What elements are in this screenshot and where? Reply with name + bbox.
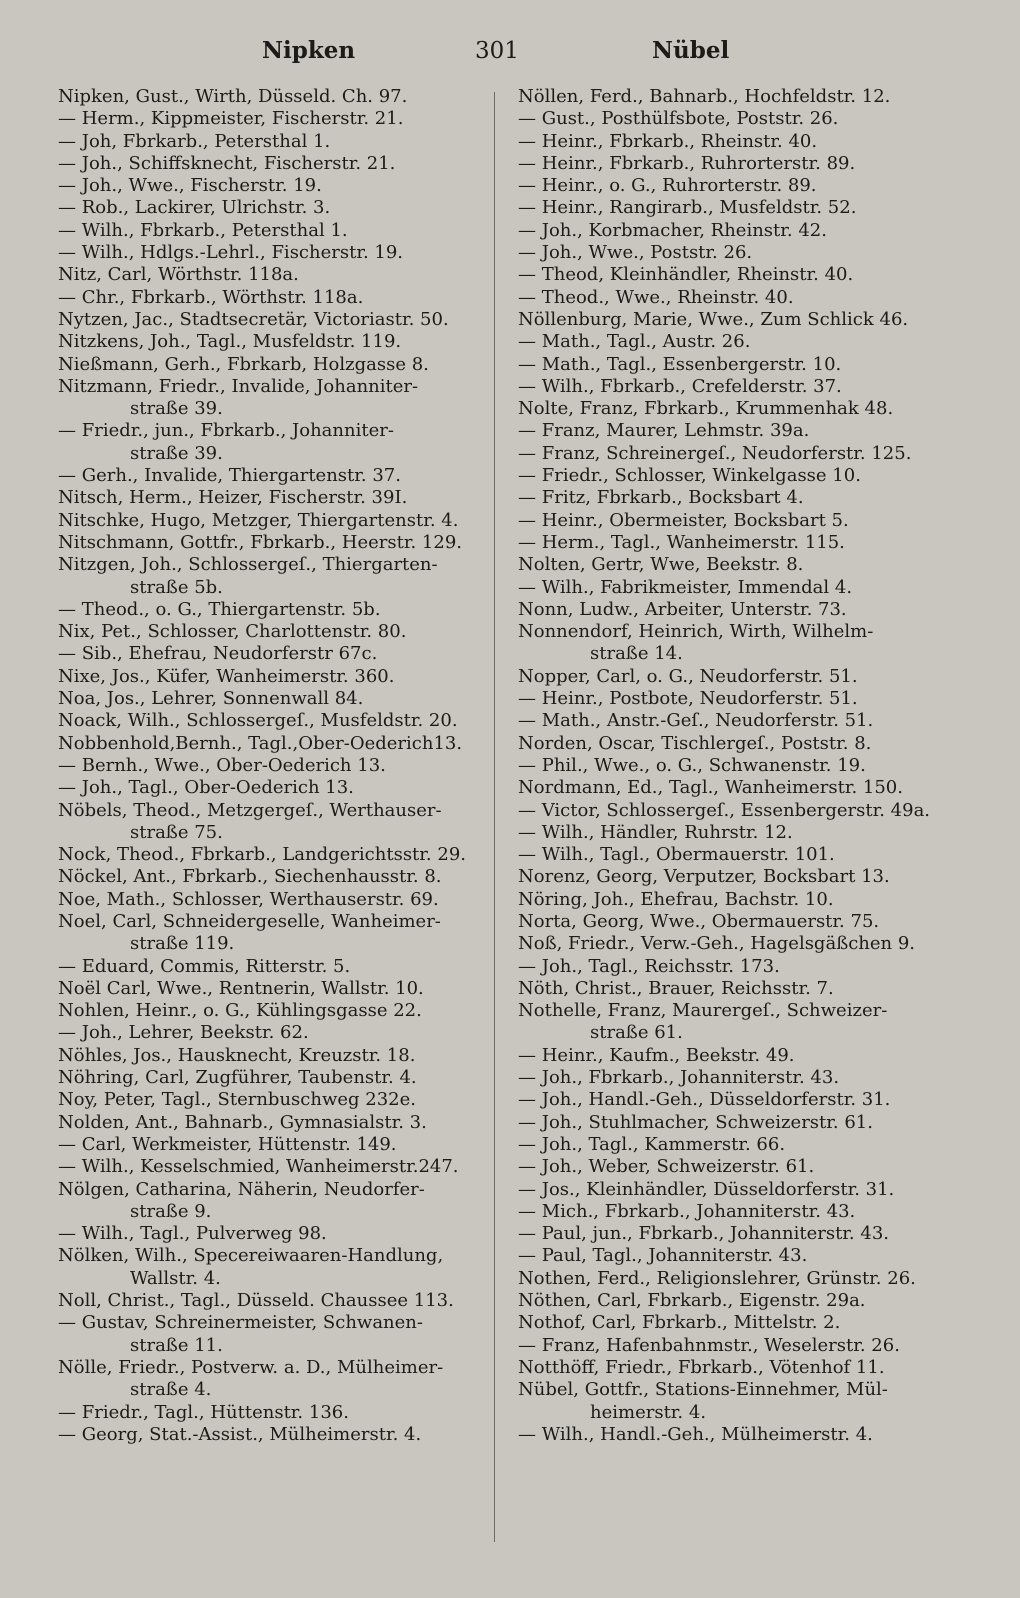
directory-entry-line: Norenz, Georg, Verputzer, Bocksbart 13. <box>518 866 890 888</box>
directory-entry-line: Nöthen, Carl, Fbrkarb., Eigenstr. 29a. <box>518 1290 866 1312</box>
directory-entry-line: — Joh., Tagl., Reichsstr. 173. <box>518 955 780 977</box>
header-right-keyword: Nübel <box>652 37 730 64</box>
directory-entry-line: — Theod., Wwe., Rheinstr. 40. <box>518 286 794 308</box>
directory-entry-line: Nöbels, Theod., Metzgergeſ., Werthauser- <box>58 799 442 821</box>
directory-entry-line: Noß, Friedr., Verw.-Geh., Hagelsgäßchen 9. <box>518 933 916 955</box>
right-column <box>518 86 956 1446</box>
directory-entry-line: Nopper, Carl, o. G., Neudorferstr. 51. <box>518 665 858 687</box>
directory-entry-line: Nixe, Jos., Küfer, Wanheimerstr. 360. <box>58 665 395 687</box>
directory-entry-line: — Mich., Fbrkarb., Johanniterstr. 43. <box>518 1200 856 1222</box>
directory-entry-line: straße 14. <box>590 643 683 665</box>
directory-entry-line: — Joh., Stuhlmacher, Schweizerstr. 61. <box>518 1111 873 1133</box>
directory-entry-line: — Joh., Tagl., Ober-Oederich 13. <box>58 777 354 799</box>
directory-entry-line: — Wilh., Kesselschmied, Wanheimerstr.247. <box>58 1156 459 1178</box>
directory-entry-line: straße 9. <box>130 1200 212 1222</box>
directory-entry-line: — Wilh., Händler, Ruhrstr. 12. <box>518 821 793 843</box>
directory-entry-line: — Friedr., Schlosser, Winkelgasse 10. <box>518 465 861 487</box>
directory-entry-line: Nöllen, Ferd., Bahnarb., Hochfeldstr. 12. <box>518 86 891 107</box>
directory-entry-line: — Chr., Fbrkarb., Wörthstr. 118a. <box>58 286 364 308</box>
directory-entry-line: Nonn, Ludw., Arbeiter, Unterstr. 73. <box>518 598 847 620</box>
directory-entry-line: Nohlen, Heinr., o. G., Kühlingsgasse 22. <box>58 1000 422 1022</box>
directory-entry-line: — Joh., Handl.-Geh., Düsseldorferstr. 31. <box>518 1089 891 1111</box>
directory-entry-line: — Heinr., Obermeister, Bocksbart 5. <box>518 509 849 531</box>
directory-entry-line: — Fritz, Fbrkarb., Bocksbart 4. <box>518 487 804 509</box>
directory-entry-line: Nitsch, Herm., Heizer, Fischerstr. 39I. <box>58 487 408 509</box>
directory-entry-line: Nipken, Gust., Wirth, Düsseld. Ch. 97. <box>58 86 408 107</box>
directory-entry-line: Nöllenburg, Marie, Wwe., Zum Schlick 46. <box>518 308 909 330</box>
directory-entry-line: — Joh., Lehrer, Beekstr. 62. <box>58 1022 309 1044</box>
directory-entry-line: — Jos., Kleinhändler, Düsseldorferstr. 31. <box>518 1178 895 1200</box>
directory-entry-line: Noel, Carl, Schneidergeselle, Wanheimer- <box>58 910 441 932</box>
directory-entry-line: Nitzmann, Friedr., Invalide, Johanniter- <box>58 375 419 397</box>
directory-entry-line: Nöring, Joh., Ehefrau, Bachstr. 10. <box>518 888 834 910</box>
directory-entry-line: — Math., Tagl., Austr. 26. <box>518 331 751 353</box>
directory-entry-line: — Friedr., jun., Fbrkarb., Johanniter- <box>58 420 394 442</box>
directory-entry-line: — Wilh., Fbrkarb., Crefelderstr. 37. <box>518 375 842 397</box>
directory-entry-line: — Joh., Weber, Schweizerstr. 61. <box>518 1156 815 1178</box>
directory-entry-line: — Theod, Kleinhändler, Rheinstr. 40. <box>518 264 854 286</box>
directory-entry-line: Nöhles, Jos., Hausknecht, Kreuzstr. 18. <box>58 1044 416 1066</box>
directory-entry-line: — Herm., Tagl., Wanheimerstr. 115. <box>518 531 845 553</box>
directory-entry-line: Wallstr. 4. <box>130 1267 221 1289</box>
directory-entry-line: Nordmann, Ed., Tagl., Wanheimerstr. 150. <box>518 777 903 799</box>
directory-entry-line: straße 75. <box>130 821 223 843</box>
directory-entry-line: — Joh, Fbrkarb., Petersthal 1. <box>58 130 331 152</box>
directory-entry-line: Nothof, Carl, Fbrkarb., Mittelstr. 2. <box>518 1312 841 1334</box>
directory-entry-line: — Joh., Fbrkarb., Johanniterstr. 43. <box>518 1067 840 1089</box>
directory-entry-line: straße 119. <box>130 933 235 955</box>
directory-entry-line: — Georg, Stat.-Assist., Mülheimerstr. 4. <box>58 1423 422 1445</box>
directory-entry-line: — Wilh., Fbrkarb., Petersthal 1. <box>58 219 348 241</box>
directory-entry-line: — Joh., Korbmacher, Rheinstr. 42. <box>518 219 827 241</box>
directory-entry-line: — Carl, Werkmeister, Hüttenstr. 149. <box>58 1133 397 1155</box>
directory-entry-line: — Joh., Tagl., Kammerstr. 66. <box>518 1133 786 1155</box>
directory-entry-line: Noe, Math., Schlosser, Werthauserstr. 69. <box>58 888 439 910</box>
directory-entry-line: Nothen, Ferd., Religionslehrer, Grünstr. 26. <box>518 1267 916 1289</box>
directory-entry-line: Nonnendorf, Heinrich, Wirth, Wilhelm- <box>518 621 874 643</box>
directory-entry-line: — Paul, Tagl., Johanniterstr. 43. <box>518 1245 808 1267</box>
directory-entry-line: Nytzen, Jac., Stadtsecretär, Victoriastr. 50. <box>58 308 449 330</box>
directory-entry-line: straße 5b. <box>130 576 223 598</box>
directory-entry-line: Noa, Jos., Lehrer, Sonnenwall 84. <box>58 688 364 710</box>
directory-entry-line: — Wilh., Tagl., Obermauerstr. 101. <box>518 844 835 866</box>
directory-entry-line: Nöhring, Carl, Zugführer, Taubenstr. 4. <box>58 1067 417 1089</box>
directory-entry-line: — Heinr., o. G., Ruhrorterstr. 89. <box>518 175 817 197</box>
directory-entry-line: — Eduard, Commis, Ritterstr. 5. <box>58 955 351 977</box>
directory-entry-line: Noël Carl, Wwe., Rentnerin, Wallstr. 10. <box>58 977 424 999</box>
directory-entry-line: Noll, Christ., Tagl., Düsseld. Chaussee 113. <box>58 1290 454 1312</box>
directory-entry-line: — Math., Anstr.-Geſ., Neudorferstr. 51. <box>518 710 874 732</box>
directory-entry-line: Nitschmann, Gottfr., Fbrkarb., Heerstr. 129. <box>58 531 462 553</box>
directory-entry-line: — Joh., Schiffsknecht, Fischerstr. 21. <box>58 152 396 174</box>
directory-entry-line: Nießmann, Gerh., Fbrkarb, Holzgasse 8. <box>58 353 429 375</box>
directory-entry-line: Notthöff, Friedr., Fbrkarb., Vötenhof 11. <box>518 1356 885 1378</box>
directory-entry-line: — Bernh., Wwe., Ober-Oederich 13. <box>58 754 386 776</box>
directory-entry-line: Norta, Georg, Wwe., Obermauerstr. 75. <box>518 910 880 932</box>
directory-entry-line: straße 11. <box>130 1334 223 1356</box>
directory-entry-line: Nübel, Gottfr., Stations-Einnehmer, Mül- <box>518 1379 888 1401</box>
directory-entry-line: Nölken, Wilh., Specereiwaaren-Handlung, <box>58 1245 444 1267</box>
directory-entry-line: — Heinr., Kaufm., Beekstr. 49. <box>518 1044 795 1066</box>
directory-entry-line: — Gust., Posthülfsbote, Poststr. 26. <box>518 108 839 130</box>
header-left-keyword: Nipken <box>262 37 356 64</box>
directory-entry-line: — Heinr., Fbrkarb., Rheinstr. 40. <box>518 130 818 152</box>
directory-entry-line: — Wilh., Tagl., Pulverweg 98. <box>58 1223 327 1245</box>
directory-entry-line: — Heinr., Postbote, Neudorferstr. 51. <box>518 688 858 710</box>
left-column <box>58 86 488 1446</box>
directory-entry-line: straße 4. <box>130 1379 212 1401</box>
directory-entry-line: — Heinr., Fbrkarb., Ruhrorterstr. 89. <box>518 152 856 174</box>
directory-entry-line: Nöth, Christ., Brauer, Reichsstr. 7. <box>518 977 834 999</box>
directory-entry-line: Nolden, Ant., Bahnarb., Gymnasialstr. 3. <box>58 1111 427 1133</box>
directory-entry-line: Nitzgen, Joh., Schlossergeſ., Thiergarten- <box>58 554 438 576</box>
directory-entry-line: — Theod., o. G., Thiergartenstr. 5b. <box>58 598 381 620</box>
directory-entry-line: Nitzkens, Joh., Tagl., Musfeldstr. 119. <box>58 331 402 353</box>
directory-entry-line: — Wilh., Hdlgs.-Lehrl., Fischerstr. 19. <box>58 242 404 264</box>
directory-entry-line: Nolte, Franz, Fbrkarb., Krummenhak 48. <box>518 398 894 420</box>
directory-entry-line: — Joh., Wwe., Poststr. 26. <box>518 242 753 264</box>
page-number: 301 <box>475 38 519 64</box>
directory-entry-line: — Herm., Kippmeister, Fischerstr. 21. <box>58 108 404 130</box>
column-divider <box>494 92 495 1542</box>
directory-entry-line: heimerstr. 4. <box>590 1401 707 1423</box>
directory-entry-line: — Wilh., Fabrikmeister, Immendal 4. <box>518 576 853 598</box>
directory-entry-line: — Heinr., Rangirarb., Musfeldstr. 52. <box>518 197 857 219</box>
directory-entry-line: — Math., Tagl., Essenbergerstr. 10. <box>518 353 842 375</box>
directory-entry-line: Nitz, Carl, Wörthstr. 118a. <box>58 264 299 286</box>
directory-entry-line: — Franz, Schreinergeſ., Neudorferstr. 125. <box>518 442 912 464</box>
directory-entry-line: Noack, Wilh., Schlossergeſ., Musfeldstr. 20. <box>58 710 458 732</box>
directory-entry-line: straße 39. <box>130 442 223 464</box>
directory-entry-line: — Gerh., Invalide, Thiergartenstr. 37. <box>58 465 401 487</box>
directory-entry-line: Nöckel, Ant., Fbrkarb., Siechenhausstr. 8. <box>58 866 442 888</box>
directory-entry-line: Nix, Pet., Schlosser, Charlottenstr. 80. <box>58 621 407 643</box>
directory-entry-line: Nitschke, Hugo, Metzger, Thiergartenstr. 4. <box>58 509 459 531</box>
directory-entry-line: — Victor, Schlossergeſ., Essenbergerstr. 49a. <box>518 799 931 821</box>
directory-entry-line: straße 39. <box>130 398 223 420</box>
directory-entry-line: Nobbenhold,Bernh., Tagl.,Ober-Oederich13. <box>58 732 463 754</box>
directory-entry-line: — Franz, Hafenbahnmstr., Weselerstr. 26. <box>518 1334 900 1356</box>
directory-entry-line: — Friedr., Tagl., Hüttenstr. 136. <box>58 1401 349 1423</box>
directory-entry-line: — Sib., Ehefrau, Neudorferstr 67c. <box>58 643 378 665</box>
directory-entry-line: — Wilh., Handl.-Geh., Mülheimerstr. 4. <box>518 1423 873 1445</box>
page-header <box>0 34 1020 68</box>
directory-entry-line: Nock, Theod., Fbrkarb., Landgerichtsstr. 29. <box>58 844 466 866</box>
directory-entry-line: — Phil., Wwe., o. G., Schwanenstr. 19. <box>518 754 866 776</box>
directory-entry-line: — Rob., Lackirer, Ulrichstr. 3. <box>58 197 331 219</box>
directory-entry-line: Norden, Oscar, Tischlergeſ., Poststr. 8. <box>518 732 872 754</box>
directory-entry-line: — Gustav, Schreinermeister, Schwanen- <box>58 1312 423 1334</box>
directory-entry-line: — Paul, jun., Fbrkarb., Johanniterstr. 43. <box>518 1223 890 1245</box>
directory-entry-line: — Joh., Wwe., Fischerstr. 19. <box>58 175 322 197</box>
directory-entry-line: Nölgen, Catharina, Näherin, Neudorfer- <box>58 1178 425 1200</box>
directory-entry-line: Nölle, Friedr., Postverw. a. D., Mülheimer- <box>58 1356 444 1378</box>
directory-entry-line: Nothelle, Franz, Maurergeſ., Schweizer- <box>518 1000 888 1022</box>
directory-entry-line: straße 61. <box>590 1022 683 1044</box>
directory-entry-line: Noy, Peter, Tagl., Sternbuschweg 232e. <box>58 1089 416 1111</box>
directory-entry-line: Nolten, Gertr, Wwe, Beekstr. 8. <box>518 554 804 576</box>
directory-entry-line: — Franz, Maurer, Lehmstr. 39a. <box>518 420 810 442</box>
